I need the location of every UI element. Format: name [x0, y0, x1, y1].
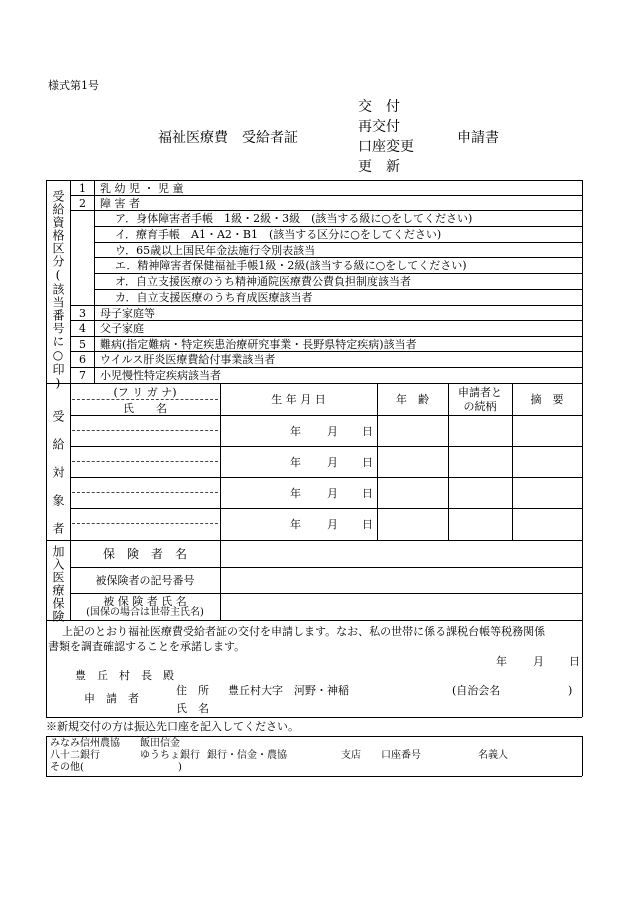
bank-type: 銀行・信金・農協 — [207, 750, 287, 761]
bank-other: その他( — [50, 762, 84, 773]
name-header: 氏 名 — [123, 402, 167, 415]
bank-account-number: 口座番号 — [381, 750, 421, 761]
assoc-label: (自治会名 — [452, 684, 501, 697]
form-title-suffix: 申請書 — [457, 130, 499, 146]
qual-item-2a: ア．身体障害者手帳 1級・2級・3級 (該当する級に○をしてください) — [115, 212, 473, 225]
title-option-reissue: 再交付 — [358, 119, 400, 135]
age-header: 年 齢 — [396, 393, 429, 406]
applicant-label: 申 請 者 — [84, 692, 139, 705]
bank-82: 八十二銀行 — [50, 750, 100, 761]
decl-year: 年 — [496, 655, 507, 668]
form-title: 福祉医療費 受給者証 — [158, 130, 298, 146]
qual-item-2o: オ．自立支援医療のうち精神通院医療費公費負担制度該当者 — [115, 275, 412, 288]
title-option-renewal: 更 新 — [358, 159, 400, 175]
addressee: 豊 丘 村 長 殿 — [75, 669, 174, 682]
applicant-name-label: 氏 名 — [176, 702, 209, 715]
decl-month: 月 — [533, 655, 544, 668]
bank-note: ※新規交付の方は振込先口座を記入してください。 — [46, 720, 299, 733]
insurer-name-label: 保 険 者 名 — [102, 547, 187, 561]
bank-iida: 飯田信金 — [140, 738, 180, 749]
remarks-header: 摘 要 — [530, 393, 564, 406]
qual-no-5: 5 — [79, 338, 86, 351]
qual-item-3: 母子家庭等 — [100, 307, 155, 320]
qual-item-2ka: カ．自立支援医療のうち育成医療該当者 — [115, 291, 313, 304]
bank-minami: みなみ信州農協 — [50, 738, 120, 749]
qual-item-6: ウイルス肝炎医療費給付事業該当者 — [100, 353, 276, 366]
row1-month: 月 — [327, 425, 338, 438]
row3-day: 日 — [362, 487, 373, 500]
birth-header: 生 年 月 日 — [271, 393, 326, 406]
form-number: 様式第1号 — [48, 79, 99, 92]
insured-name-label: 被 保 険 者 氏 名 — [103, 595, 187, 608]
qual-no-7: 7 — [79, 369, 86, 382]
row2-year: 年 — [290, 456, 301, 469]
title-option-issue: 交 付 — [358, 99, 400, 115]
qualification-side-label: 受給資格区分(該当番号に○印) — [51, 190, 65, 391]
declaration-line-1: 上記のとおり福祉医療費受給者証の交付を申請します。なお、私の世帯に係る課税台帳等税務関係 — [62, 625, 546, 638]
row3-year: 年 — [290, 487, 301, 500]
qual-item-7: 小児慢性特定疾病該当者 — [100, 369, 221, 382]
assoc-close: ) — [568, 684, 573, 697]
insurance-side-label: 加入医療保険 — [51, 545, 65, 623]
row4-month: 月 — [327, 518, 338, 531]
relation-header-1: 申請者と — [458, 386, 502, 399]
bank-other-close: ) — [178, 762, 182, 773]
declaration-line-2: 書類を調査確認することを承諾します。 — [48, 640, 246, 653]
qual-no-6: 6 — [79, 353, 86, 366]
qual-no-1: 1 — [79, 182, 86, 195]
insured-symbol-label: 被保険者の記号番号 — [95, 574, 195, 587]
qual-item-1: 乳 幼 児 ・ 児 童 — [100, 182, 184, 195]
title-option-account-change: 口座変更 — [358, 139, 414, 155]
qual-item-2e: エ．精神障害者保健福祉手帳1級・2級(該当する級に○をしてください) — [115, 259, 467, 272]
row4-day: 日 — [362, 518, 373, 531]
qual-item-2: 障 害 者 — [100, 197, 140, 210]
qual-no-4: 4 — [79, 322, 86, 335]
row4-year: 年 — [290, 518, 301, 531]
qual-no-3: 3 — [79, 307, 86, 320]
bank-account-holder: 名義人 — [478, 750, 508, 761]
row1-day: 日 — [362, 425, 373, 438]
row3-month: 月 — [327, 487, 338, 500]
address-value: 豊丘村大字 河野・神稲 — [228, 684, 349, 697]
qual-item-5: 難病(指定難病・特定疾患治療研究事業・長野県特定疾病)該当者 — [100, 338, 417, 351]
row2-day: 日 — [362, 456, 373, 469]
insured-name-note: (国保の場合は世帯主氏名) — [86, 607, 204, 618]
bank-branch: 支店 — [341, 750, 361, 761]
qual-no-2: 2 — [79, 197, 86, 210]
recipients-side-label: 受給対象者 — [51, 410, 65, 550]
relation-header-2: の続柄 — [463, 400, 497, 413]
qual-item-4: 父子家庭 — [100, 322, 144, 335]
row2-month: 月 — [327, 456, 338, 469]
address-label: 住 所 — [176, 684, 209, 697]
qual-item-2i: イ．療育手帳 A1・A2・B1 (該当する区分に○をしてください) — [115, 228, 442, 241]
decl-day: 日 — [569, 655, 580, 668]
bank-yucho: ゆうちょ銀行 — [140, 750, 200, 761]
qual-item-2u: ウ．65歳以上国民年金法施行令別表該当 — [115, 244, 316, 257]
row1-year: 年 — [290, 425, 301, 438]
furigana-header: (フ リ ガ ナ) — [113, 386, 177, 399]
